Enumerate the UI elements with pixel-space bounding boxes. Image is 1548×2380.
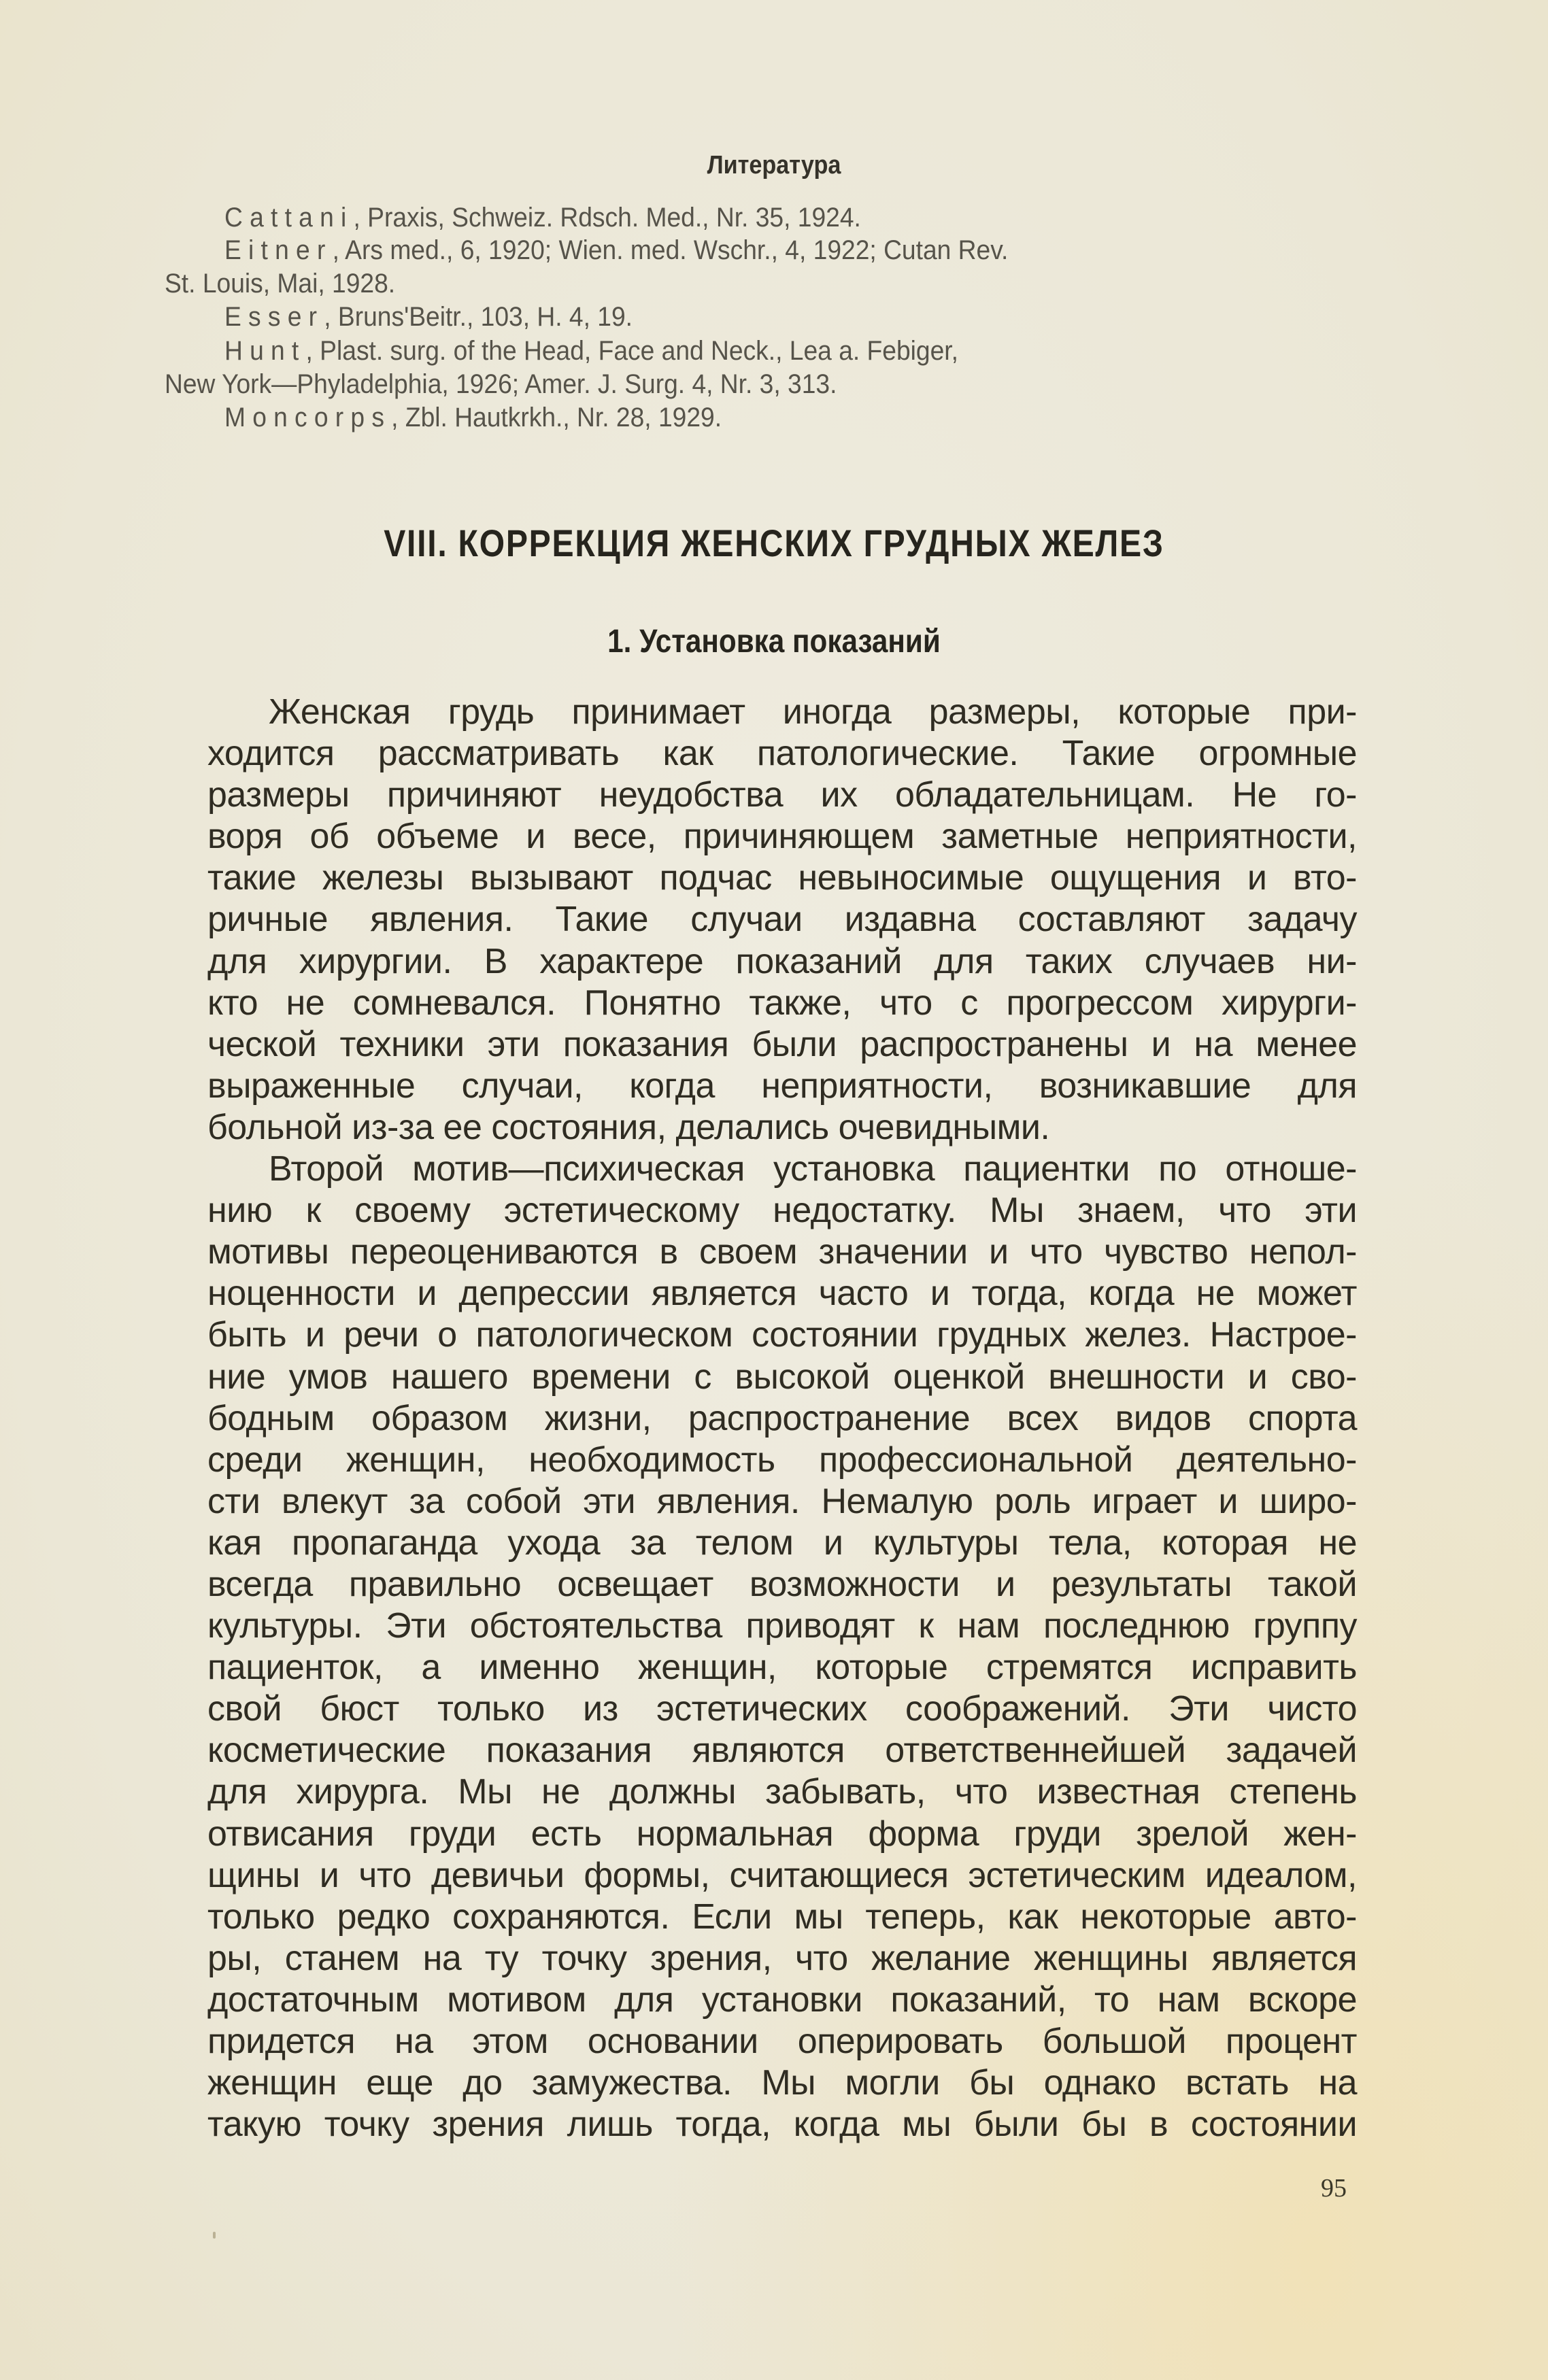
body-line: свой бюст только из эстетических соображений. Эти чисто bbox=[207, 1689, 1357, 1729]
chapter-title: VIII. КОРРЕКЦИЯ ЖЕНСКИХ ГРУДНЫХ ЖЕЛЕЗ bbox=[384, 522, 1164, 564]
body-line: для хирургии. В характере показаний для таких случаев ни- bbox=[207, 941, 1357, 981]
bibliography-entry bbox=[224, 335, 958, 367]
bibliography-author: Esser bbox=[224, 302, 324, 332]
bibliography-text: , Ars med., 6, 1920; Wien. med. Wschr., 4, 1922; Cutan Rev. bbox=[332, 235, 1009, 265]
body-line: ноценности и депрессии является часто и тогда, когда не может bbox=[207, 1274, 1357, 1314]
body-line: ние умов нашего времени с высокой оценкой внешности и сво- bbox=[207, 1357, 1357, 1397]
body-line: ходится рассматривать как патологические. Такие огромные bbox=[207, 734, 1357, 774]
body-line: придется на этом основании оперировать большой процент bbox=[207, 2022, 1357, 2061]
bibliography-entry bbox=[224, 234, 1008, 267]
body-line: размеры причиняют неудобства их обладательницам. Не го- bbox=[207, 775, 1357, 815]
body-line: нию к своему эстетическому недостатку. Мы знаем, что эти bbox=[207, 1191, 1357, 1231]
body-line: быть и речи о патологическом состоянии грудных желез. Настрое- bbox=[207, 1315, 1357, 1355]
body-line: такую точку зрения лишь тогда, когда мы были бы в состоянии bbox=[207, 2105, 1357, 2145]
body-line: отвисания груди есть нормальная форма груди зрелой жен- bbox=[207, 1814, 1357, 1854]
body-line: пациенток, а именно женщин, которые стремятся исправить bbox=[207, 1648, 1357, 1688]
body-line: воря об объеме и весе, причиняющем заметные неприятности, bbox=[207, 817, 1357, 857]
body-line: кто не сомневался. Понятно также, что с прогрессом хирурги- bbox=[207, 983, 1357, 1023]
bibliography-author: Eitner bbox=[224, 235, 333, 265]
body-line: только редко сохраняются. Если мы теперь, как некоторые авто- bbox=[207, 1897, 1357, 1937]
body-line: Второй мотив—психическая установка пациентки по отноше- bbox=[269, 1149, 1357, 1189]
bibliography-text: , Zbl. Hautkrkh., Nr. 28, 1929. bbox=[391, 403, 722, 432]
body-line: сти влекут за собой эти явления. Немалую роль играет и широ- bbox=[207, 1481, 1357, 1521]
body-line: косметические показания являются ответственнейшей задачей bbox=[207, 1731, 1357, 1771]
body-line: бодным образом жизни, распространение всех видов спорта bbox=[207, 1398, 1357, 1438]
body-line: всегда правильно освещает возможности и результаты такой bbox=[207, 1564, 1357, 1604]
body-line: ры, станем на ту точку зрения, что желание женщины является bbox=[207, 1938, 1357, 1978]
bibliography-continuation: St. Louis, Mai, 1928. bbox=[165, 269, 396, 299]
bibliography-entry bbox=[224, 201, 861, 234]
paper-speck bbox=[213, 2232, 216, 2239]
literature-heading: Литература bbox=[707, 151, 841, 180]
body-line: для хирурга. Мы не должны забывать, что известная степень bbox=[207, 1772, 1357, 1812]
bibliography-entry bbox=[224, 301, 633, 333]
bibliography-text: , Praxis, Schweiz. Rdsch. Med., Nr. 35, 1924. bbox=[353, 203, 861, 233]
body-text bbox=[207, 692, 1357, 2145]
body-line: выраженные случаи, когда неприятности, возникавшие для bbox=[207, 1066, 1357, 1106]
body-line: щины и что девичьи формы, считающиеся эстетическим идеалом, bbox=[207, 1855, 1357, 1895]
bibliography-author: Cattani bbox=[224, 203, 354, 233]
body-line: Женская грудь принимает иногда размеры, которые при- bbox=[269, 692, 1357, 732]
bibliography-continuation: New York—Phyladelphia, 1926; Amer. J. Surg. 4, Nr. 3, 313. bbox=[165, 369, 837, 399]
body-line: культуры. Эти обстоятельства приводят к нам последнюю группу bbox=[207, 1606, 1357, 1646]
bibliography-author: Hunt bbox=[224, 336, 306, 366]
bibliography-text: , Bruns'Beitr., 103, H. 4, 19. bbox=[324, 302, 633, 332]
body-line: кая пропаганда ухода за телом и культуры тела, которая не bbox=[207, 1523, 1357, 1563]
body-line: достаточным мотивом для установки показаний, то нам вскоре bbox=[207, 1979, 1357, 2020]
body-line: ческой техники эти показания были распространены и на менее bbox=[207, 1024, 1357, 1064]
bibliography-author: Moncorps bbox=[224, 403, 392, 432]
body-line: среди женщин, необходимость профессиональной деятельно- bbox=[207, 1440, 1357, 1480]
bibliography-entry bbox=[224, 401, 722, 434]
page-number: 95 bbox=[1321, 2174, 1347, 2203]
body-line: больной из-за ее состояния, делались очевидными. bbox=[207, 1107, 1050, 1147]
section-title: 1. Установка показаний bbox=[607, 624, 941, 660]
body-line: такие железы вызывают подчас невыносимые ощущения и вто- bbox=[207, 858, 1357, 898]
body-line: женщин еще до замужества. Мы могли бы однако встать на bbox=[207, 2063, 1357, 2103]
bibliography-text: , Plast. surg. of the Head, Face and Neck., Lea a. Febiger, bbox=[305, 336, 958, 366]
body-line: ричные явления. Такие случаи издавна составляют задачу bbox=[207, 900, 1357, 940]
body-line: мотивы переоцениваются в своем значении и что чувство непол- bbox=[207, 1232, 1357, 1272]
